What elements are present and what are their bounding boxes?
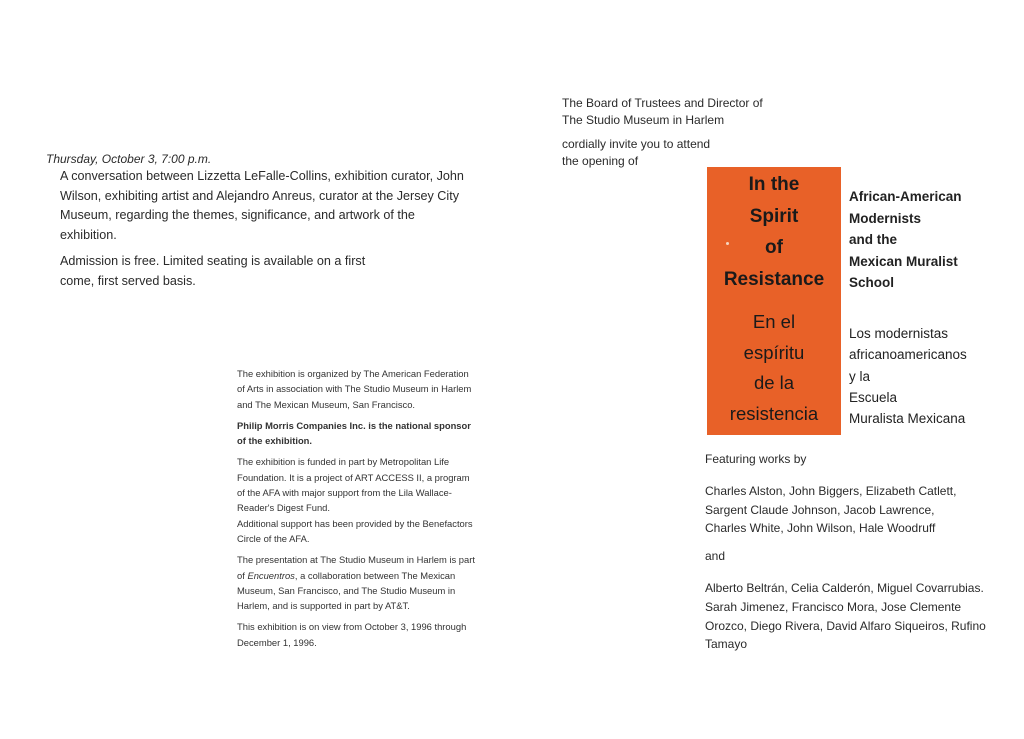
subtitle-en-line: African-American — [849, 189, 962, 204]
title-spanish — [707, 307, 841, 429]
artists-group-1: Charles Alston, John Biggers, Elizabeth Catlett, Sargent Claude Johnson, Jacob Lawrence, Charles White, John Wilson, Hale Woodruff — [705, 483, 957, 536]
featuring-label: Featuring works by — [705, 452, 807, 466]
title-en-line: Resistance — [723, 268, 825, 290]
subtitle-en-line: Mexican Muralist — [849, 253, 958, 269]
title-es-line: resistencia — [729, 402, 819, 424]
title-es-line: espíritu — [743, 341, 805, 363]
cordially-text: cordially invite you to attend the opening of — [562, 137, 711, 168]
title-en-line: Spirit — [749, 205, 799, 227]
presentation-text: The presentation at The Studio Museum in Harlem is part of Encuentros, a collaboration between The Mexican Museum, San Francisco, and The Studio Museum in Harlem, and is supported in part by AT&T. — [237, 554, 475, 612]
encuentros-text: Encuentros — [247, 569, 295, 581]
subtitle-es-line: Escuela — [849, 389, 898, 405]
funding-text: The exhibition is funded in part by Metropolitan Life Foundation. It is a project of ART ACCESS II, a program of the AFA with major support from the Lila Wallace-Reader's Digest Fund. — [237, 456, 470, 514]
invite-section — [562, 95, 782, 170]
sponsor-text: Philip Morris Companies Inc. is the national sponsor of the exhibition. — [237, 419, 471, 447]
title-es-line: En el — [752, 311, 796, 332]
event-section — [46, 151, 466, 291]
subtitle-en-line: Modernists — [849, 210, 922, 226]
artists-section — [705, 450, 995, 663]
title-es-line: de la — [753, 372, 795, 393]
title-en-line: In the — [748, 174, 800, 195]
board-text: The Board of Trustees and Director of The Studio Museum in Harlem — [562, 96, 763, 127]
event-description: A conversation between Lizzetta LeFalle-Collins, exhibition curator, John Wilson, exhibiting artist and Alejandro Anreus, curator at the Jersey City Museum, regarding the themes, significance, and artwork of the exhibition. — [60, 169, 464, 242]
title-box — [707, 167, 841, 435]
subtitle-en-line: School — [849, 275, 895, 290]
subtitle-es-line: y la — [849, 368, 871, 384]
event-date: Thursday, October 3, 7:00 p.m. — [46, 152, 212, 166]
artists-group-2: Alberto Beltrán, Celia Calderón, Miguel Covarrubias. Sarah Jimenez, Francisco Mora, Jose Clemente Orozco, Diego Rivera, David Alfaro Siqueiros, Rufino Tamayo — [705, 580, 986, 652]
subtitle-es-line: Los modernistas — [849, 326, 949, 341]
subtitle-es-line: africanoamericanos — [849, 347, 967, 363]
speck-dot — [726, 242, 729, 245]
admission-note: Admission is free. Limited seating is available on a first come, first served basis. — [60, 254, 366, 288]
title-en-line: of — [765, 237, 783, 258]
subtitle-es-line: Muralista Mexicana — [849, 411, 966, 427]
credits-section — [237, 366, 477, 656]
title-english — [707, 169, 841, 295]
additional-support-text: Additional support has been provided by the Benefactors Circle of the AFA. — [237, 517, 473, 544]
subtitle-english — [849, 186, 962, 294]
organized-by-text: The exhibition is organized by The American Federation of Arts in association with The Studio Museum in Harlem and The Mexican Museum, San Francisco. — [237, 368, 472, 410]
exhibition-dates-text: This exhibition is on view from October 3, 1996 through December 1, 1996. — [237, 621, 467, 648]
subtitle-spanish — [849, 323, 967, 429]
and-label: and — [705, 549, 726, 564]
subtitle-en-line: and the — [849, 232, 898, 247]
